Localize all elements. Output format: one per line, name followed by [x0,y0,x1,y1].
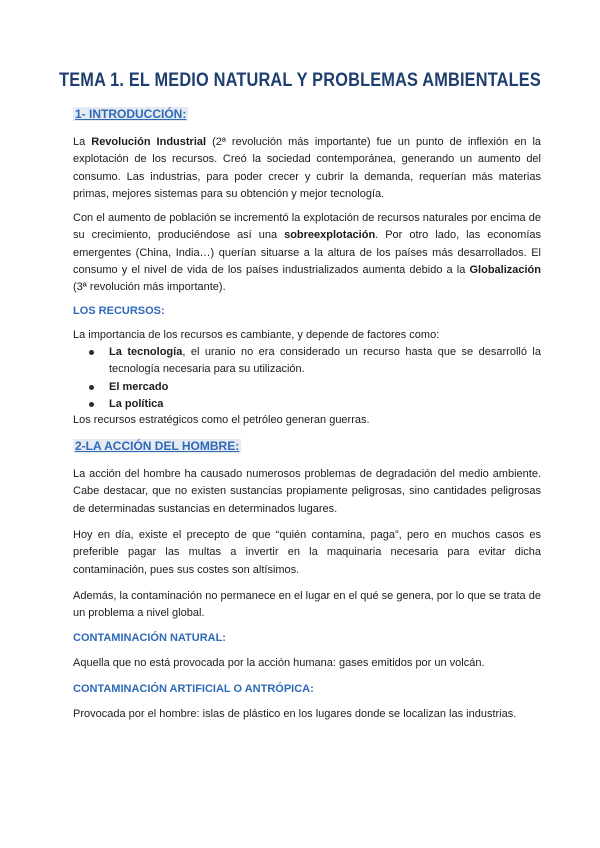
subheading-contaminacion-artificial: CONTAMINACIÓN ARTIFICIAL O ANTRÓPICA: [73,683,314,695]
paragraph-problema-global: Además, la contaminación no permanece en el lugar en el qué se genera, por lo que se trata de un problema a nivel global. [73,590,541,620]
section-heading-accion-hombre: 2-LA ACCIÓN DEL HOMBRE: [75,439,240,453]
bold-term-globalizacion: Globalización [469,263,541,276]
text-run: (2ª revolución más importante) fue un punto de inflexión en la explotación de los recursos. Creó la sociedad contemporánea, generando un aumento del consumo. Las industrias, para poder crecer y cubrir la demanda, requerían más materias primas, mejores sistemas para su obtención y mejor tecnología. [73,136,542,200]
paragraph-sobreexplotacion [73,210,541,296]
paragraph-recursos-outro: Los recursos estratégicos como el petróleo generan guerras. [73,414,370,426]
text-run: . Por otro lado, las economías emergentes (China, India…) querían situarse a la altura de los países más desarrollados. El consumo y el nivel de vida de los países industrializados aumenta debido a la [73,229,541,276]
subheading-contaminacion-natural: CONTAMINACIÓN NATURAL: [73,632,226,644]
paragraph-quien-contamina: Hoy en día, existe el precepto de que “quién contamina, paga”, pero en muchos casos es preferible pagar las multas a invertir en la maquinaria necesaria para evitar dicha contaminación, pues sus costes son altísimos. [73,529,541,576]
bold-term-revolucion-industrial: Revolución Industrial [91,136,207,148]
list-item [89,396,541,413]
list-item [89,344,541,379]
bullet-icon [89,385,94,390]
text-run: Con el aumento de población se incrementó la explotación de recursos naturales por encima de su crecimiento, produciéndose así una [73,212,541,242]
bullet-icon [89,402,94,407]
paragraph-recursos-intro: La importancia de los recursos es cambiante, y depende de factores como: [73,329,440,341]
document-title: TEMA 1. EL MEDIO NATURAL Y PROBLEMAS AMBIENTALES [59,70,541,91]
list-item-bold: La política [109,397,164,410]
bold-term-sobreexplotacion: sobreexplotación [284,229,376,242]
bullet-icon [89,350,94,355]
paragraph-degradacion: La acción del hombre ha causado numerosos problemas de degradación del medio ambiente. Cabe destacar, que no existen sustancias propiamente peligrosas, sino cantidades peligrosas de determinadas sustancias en determinados lugares. [73,468,541,515]
list-factores [89,344,541,413]
list-item-bold: La tecnología [109,346,183,358]
text-run: La [73,136,92,148]
paragraph-revolucion-industrial [73,134,541,203]
section-heading-introduccion: 1- INTRODUCCIÓN: [75,107,187,121]
subheading-los-recursos: LOS RECURSOS: [73,305,165,317]
list-item [89,379,541,396]
text-run: (3ª revolución más importante). [73,281,226,294]
paragraph-contaminacion-artificial: Provocada por el hombre: islas de plástico en los lugares donde se localizan las industrias. [73,708,517,720]
paragraph-contaminacion-natural: Aquella que no está provocada por la acción humana: gases emitidos por un volcán. [73,657,485,669]
list-item-text: , el uranio no era considerado un recurso hasta que se desarrolló la tecnología necesaria para su utilización. [109,346,541,376]
list-item-bold: El mercado [109,380,169,393]
